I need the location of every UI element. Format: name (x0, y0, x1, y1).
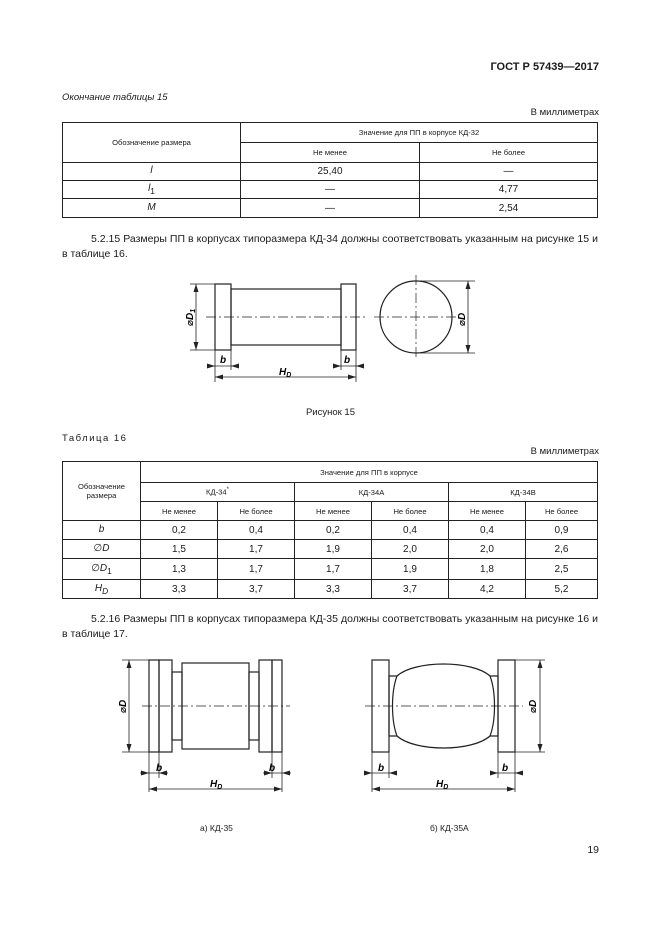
table15-col-designation: Обозначение размера (63, 123, 241, 163)
table15-caption: Окончание таблицы 15 (62, 92, 168, 103)
figure15-caption: Рисунок 15 (305, 407, 356, 418)
table15-col-min: Не менее (241, 143, 420, 163)
table16-col-min: Не менее (449, 502, 526, 521)
table15-row-name: M (63, 199, 241, 218)
table15-row-name: l (63, 163, 241, 181)
table15 (62, 122, 598, 218)
figure-15 (180, 270, 480, 385)
table16-cell: 2,5 (526, 559, 598, 580)
table16-package-kd34b: КД-34В (449, 483, 598, 502)
label-d: ⌀D (118, 699, 129, 713)
table16-package-kd34: КД-34* (141, 483, 295, 502)
label-d: ⌀D (528, 699, 539, 713)
label-d1: $⌀D_1$ (185, 308, 197, 326)
table15-cell: 25,40 (241, 163, 420, 181)
table16-cell: 0,4 (372, 521, 449, 540)
table16 (62, 461, 598, 599)
label-b-left: b (220, 355, 227, 366)
table16-package-kd34a: КД-34А (295, 483, 449, 502)
table15-cell: 4,77 (420, 181, 598, 199)
table16-cell: 0,9 (526, 521, 598, 540)
table15-cell: 2,54 (420, 199, 598, 218)
table16-units: В миллиметрах (530, 446, 599, 457)
label-hd: $H_D$ (210, 779, 223, 791)
table16-cell: 1,9 (295, 540, 372, 559)
table16-cell: 3,3 (295, 580, 372, 599)
page-number: 19 (587, 844, 599, 856)
table16-cell: 3,3 (141, 580, 218, 599)
table-row (63, 163, 598, 181)
table16-col-min: Не менее (141, 502, 218, 521)
figure16b-caption: б) КД-35А (430, 823, 469, 833)
table16-col-max: Не более (526, 502, 598, 521)
table16-row-name: $H_D$ (63, 580, 141, 599)
table16-col-group: Значение для ПП в корпусе (141, 462, 598, 483)
table16-cell: 2,0 (449, 540, 526, 559)
table16-cell: 3,7 (218, 580, 295, 599)
table16-cell: 0,4 (218, 521, 295, 540)
table16-row-name: b (63, 521, 141, 540)
label-b-left: b (156, 763, 163, 774)
table15-units: В миллиметрах (530, 107, 599, 118)
table16-cell: 1,9 (372, 559, 449, 580)
standard-header: ГОСТ Р 57439—2017 (490, 61, 599, 73)
table-row (63, 540, 598, 559)
table16-cell: 4,2 (449, 580, 526, 599)
table16-cell: 2,6 (526, 540, 598, 559)
table16-cell: 0,2 (295, 521, 372, 540)
label-hd: $H_D$ (436, 779, 449, 791)
table16-col-min: Не менее (295, 502, 372, 521)
table15-cell: — (420, 163, 598, 181)
table-row (63, 181, 598, 199)
label-b-right: b (344, 355, 351, 366)
table16-cell: 0,4 (449, 521, 526, 540)
table16-cell: 1,7 (218, 559, 295, 580)
table15-row-name: $l_1$ (63, 181, 241, 199)
table16-cell: 3,7 (372, 580, 449, 599)
table16-col-designation: Обозначение размера (63, 462, 141, 521)
paragraph-5-2-16: 5.2.16 Размеры ПП в корпусах типоразмера КД-35 должны соответствовать указанным на рисунке 16 и в таблице 17. (62, 613, 598, 640)
table15-col-group: Значение для ПП в корпусе КД-32 (241, 123, 598, 143)
table16-cell: 5,2 (526, 580, 598, 599)
table16-row-name: ∅D (63, 540, 141, 559)
table16-cell: 1,8 (449, 559, 526, 580)
table16-caption: Таблица 16 (62, 433, 128, 444)
table15-cell: — (241, 199, 420, 218)
table16-col-max: Не более (218, 502, 295, 521)
table-row (63, 559, 598, 580)
table15-col-max: Не более (420, 143, 598, 163)
table16-cell: 2,0 (372, 540, 449, 559)
figure16a-caption: а) КД-35 (200, 823, 233, 833)
figure-16b (345, 650, 555, 798)
table16-cell: 1,3 (141, 559, 218, 580)
label-hd: $H_D$ (279, 367, 292, 379)
table16-row-name: $\emptyset D_1$ (63, 559, 141, 580)
figure-16a (110, 650, 295, 798)
label-b-right: b (502, 763, 509, 774)
table15-cell: — (241, 181, 420, 199)
table16-cell: 1,7 (295, 559, 372, 580)
table16-cell: 1,7 (218, 540, 295, 559)
table16-cell: 1,5 (141, 540, 218, 559)
label-d: ⌀D (457, 312, 468, 326)
table-row (63, 199, 598, 218)
table16-col-max: Не более (372, 502, 449, 521)
table16-cell: 0,2 (141, 521, 218, 540)
table-row (63, 580, 598, 599)
label-b-left: b (378, 763, 385, 774)
table-row (63, 521, 598, 540)
label-b-right: b (269, 763, 276, 774)
paragraph-5-2-15: 5.2.15 Размеры ПП в корпусах типоразмера КД-34 должны соответствовать указанным на рисунке 15 и в таблице 16. (62, 233, 598, 260)
